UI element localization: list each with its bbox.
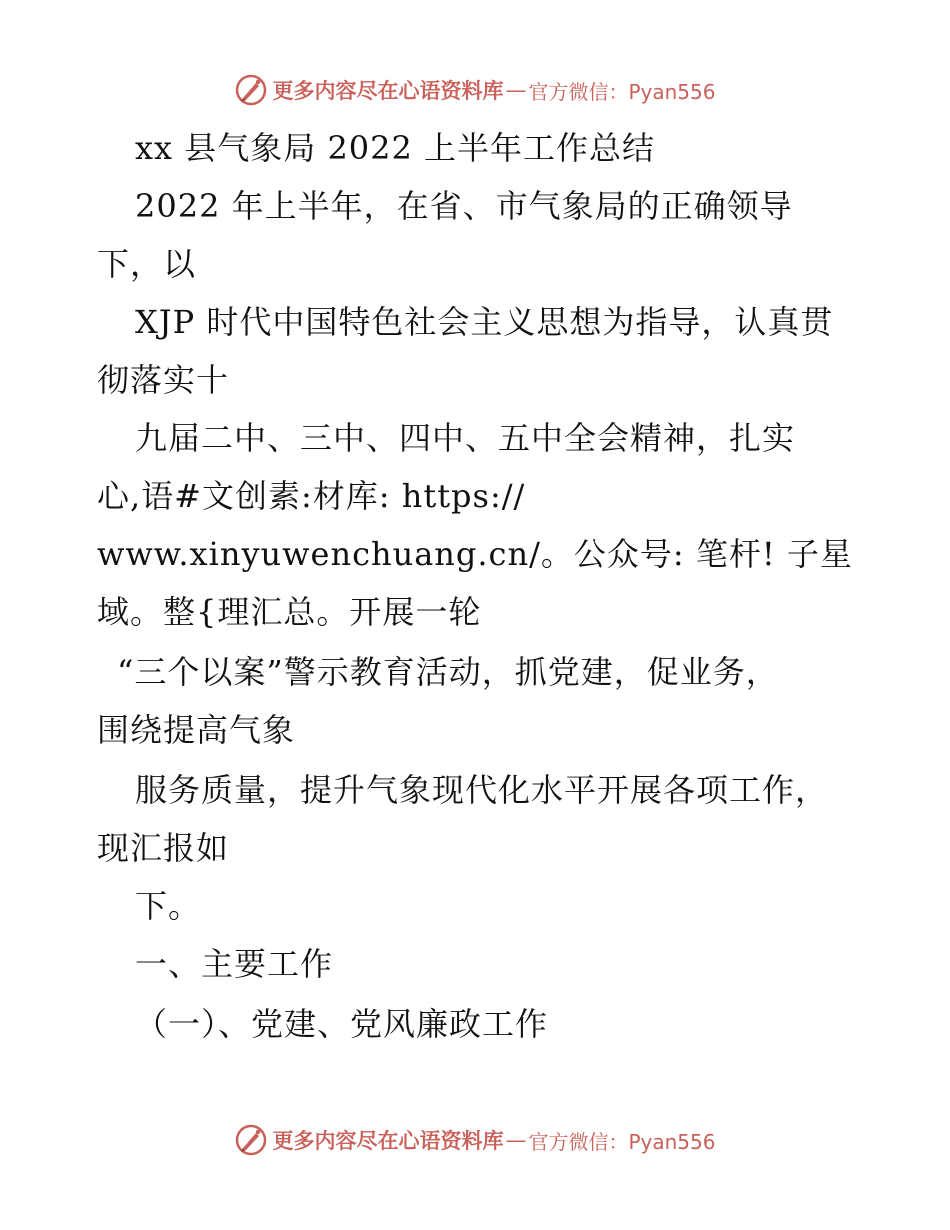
pen-logo-icon [234, 73, 268, 107]
doc-line: www.xinyuwenchuang.cn/。公众号: 笔杆! 子星 [97, 535, 853, 573]
doc-line: 心,语#文创素:材库: https:// [97, 477, 526, 515]
pen-logo-icon [234, 1123, 268, 1157]
doc-line: 下。 [135, 887, 202, 925]
doc-title: xx 县气象局 2022 上半年工作总结 [135, 129, 656, 167]
banner-wechat: 官方微信：Pyan556 [528, 79, 716, 104]
banner-dash: — [505, 78, 527, 102]
doc-line: 2022 年上半年，在省、市气象局的正确领导 [135, 187, 793, 225]
banner-text: 更多内容尽在心语资料库 [272, 79, 504, 103]
doc-line: 围绕提高气象 [97, 711, 296, 749]
subsection-heading: （一）、党建、党风廉政工作 [135, 1005, 549, 1043]
section-heading: 一、主要工作 [135, 945, 334, 983]
banner-text: 更多内容尽在心语资料库 [272, 1129, 504, 1153]
doc-line: “三个以案”警示教育活动，抓党建，促业务， [117, 653, 779, 691]
banner-dash: — [505, 1128, 527, 1152]
footer-watermark-banner [0, 1120, 950, 1160]
doc-line: 服务质量，提升气象现代化水平开展各项工作， [135, 771, 829, 809]
doc-line: 域。整{理汇总。开展一轮 [97, 593, 482, 631]
doc-line: XJP 时代中国特色社会主义思想为指导，认真贯 [135, 303, 834, 341]
header-watermark-banner [0, 70, 950, 110]
doc-line: 下，以 [97, 245, 197, 283]
banner-wechat: 官方微信：Pyan556 [528, 1129, 716, 1154]
doc-line: 现汇报如 [97, 829, 230, 867]
doc-line: 九届二中、三中、四中、五中全会精神，扎实 [135, 419, 796, 457]
doc-line: 彻落实十 [97, 361, 230, 399]
